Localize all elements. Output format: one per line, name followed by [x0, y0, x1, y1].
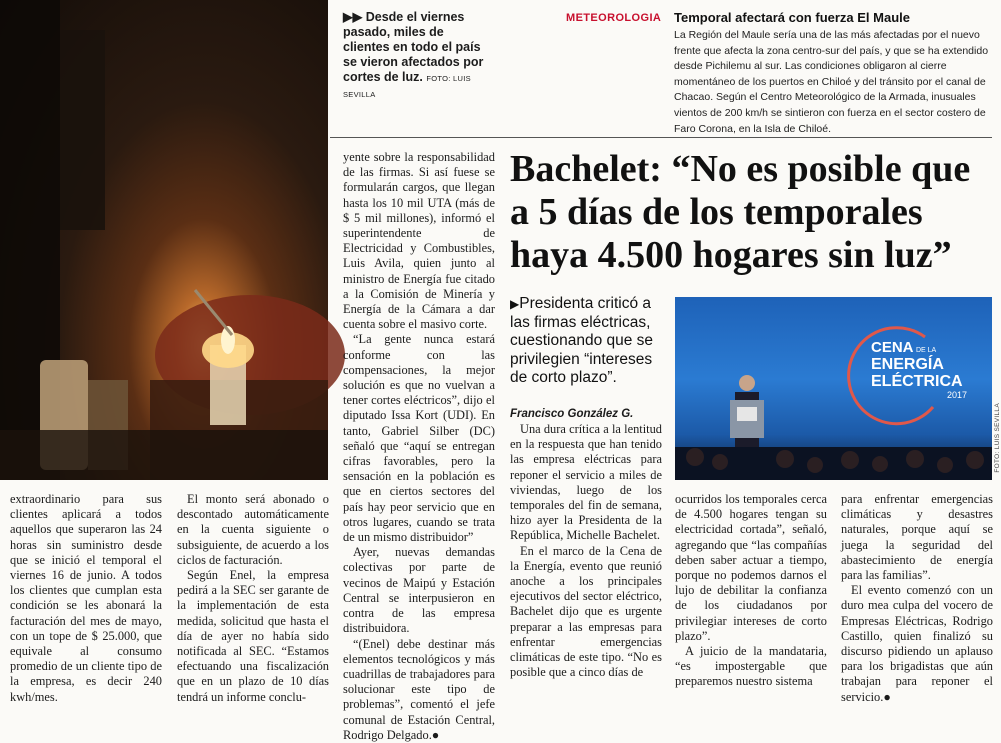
deck [510, 295, 665, 388]
deck-text: Presidenta criticó a las firmas eléctricas, cuestionando que se privilegien “intereses de corto plazo”. [510, 295, 654, 386]
paragraph-text: “(Enel) debe destinar más elementos tecnológicos y más cuadrillas de trabajadores para solucionar este tipo de problemas”, comentó el jefe comunal de Estación Central, Rodrigo Delgado. [343, 636, 495, 742]
paragraph: “La gente nunca estará conforme con las compensaciones, la mejor solución es que no vuelvan a tener cortes eléctricos”, dijo el diputado Issa Kort (UDI). En tanto, Gabriel Silber (DC) señaló que “aquí se entregan cifras favorables, pero la sensación en la población es que en ciertos sectores del país hay peor servicio que en otros lugares, cuando se trata de un mismo distribuidor” [343, 332, 495, 545]
stage-photo-credit: FOTO: LUIS SEVILLA [994, 403, 1001, 473]
end-mark-icon: ● [431, 727, 440, 742]
banner-line-3: ENERGÍA [871, 356, 944, 373]
paragraph: El monto será abonado o descontado automáticamente en la cuenta siguiente o subsiguiente, de acuerdo a los ciclos de facturación. [177, 492, 329, 567]
banner-year: 2017 [947, 390, 968, 400]
meteo-body: La Región del Maule sería una de las más afectadas por el nuevo frente que afecta la zona centro-sur del país, y que se ha extendido desde Pichilemu al sur. Las condiciones obligaron al cierre momentáneo de los puertos en Chiloé y del tránsito por el canal de Chacao. Según el Centro Meteorológico de la Armada, inusuales vientos de 200 km/h se sintieron con fuerza en el sector costero de Faro Corona, en la Isla de Chiloé. [674, 29, 989, 135]
paragraph: A juicio de la mandataria, “es impostergable que preparemos nuestro sistema [675, 644, 827, 689]
stage-scene-illustration [675, 297, 992, 480]
paragraph: yente sobre la responsabilidad de las firmas. Si así fuese se formularán cargos, que llegan hasta los 10 mil UTA (más de $ 5 mil millones), informó el superintendente de Electricidad y Combustibles, Luis Avila, quien junto al ministro de Energía fue citado a la Comisión de Minería y Energía de la Cámara a dar cuenta sobre el masivo corte. [343, 150, 495, 332]
paragraph: extraordinario para sus clientes aplicará a todos aquellos que superaron las 24 horas sin suministro desde que se inició el temporal el viernes 16 de junio. A todos los clientes que cumplan esta condición se les abonará la facturación del mes de mayo, con un tope de $ 25.000, que equivale al consumo promedio de un cliente tipo de la empresa, es decir 240 kwh/mes. [10, 492, 162, 704]
paragraph-text: El evento comenzó con un duro mea culpa del vocero de Empresas Eléctricas, Rodrigo Castillo, quien finalizó su discurso pidiendo un aplauso para los brigadistas que aún trabajan para reponer el servicio. [841, 583, 993, 704]
meteo-section-tag: METEOROLOGIA [566, 12, 662, 24]
body-column-2 [177, 492, 329, 705]
caption-marker: ▶▶ [343, 10, 363, 24]
photo-caption [343, 10, 493, 102]
stage-photo [675, 297, 992, 480]
body-column-4 [510, 422, 662, 680]
meteo-title: Temporal afectará con fuerza El Maule [674, 10, 910, 25]
paragraph: En el marco de la Cena de la Energía, evento que reunió anoche a los principales ejecutivos del sector eléctrico, Bachelet dijo que es urgente preparar a las empresas para enfrentar emergencias climáticas de este tipo. “No es posible que a cinco días de [510, 543, 662, 680]
paragraph: ocurridos los temporales cerca de 4.500 hogares tengan su electricidad cortada”, señaló, agregando que “las compañías deben saber actuar a tiempo, porque no podemos darnos el lujo de debilitar la confianza de los ciudadanos por privilegiar intereses de corto plazo”. [675, 492, 827, 643]
paragraph [841, 583, 993, 705]
body-column-6 [841, 492, 993, 705]
paragraph: Ayer, nuevas demandas colectivas por parte de vecinos de Maipú y Estación Central se interpusieron en contra de las empresa distribuidora. [343, 545, 495, 636]
banner-line-1: CENA [871, 339, 914, 356]
caption-text: Desde el viernes pasado, miles de clientes en todo el país se vieron afectados por cortes de luz. [343, 10, 484, 84]
candle-scene-illustration [0, 0, 328, 480]
byline: Francisco González G. [510, 408, 634, 420]
body-column-3 [343, 150, 495, 743]
section-divider [330, 137, 992, 138]
candle-photo [0, 0, 328, 480]
deck-marker-icon: ▶ [510, 297, 520, 311]
headline: Bachelet: “No es posible que a 5 días de los temporales haya 4.500 hogares sin luz” [510, 148, 971, 276]
end-mark-icon: ● [883, 689, 891, 704]
paragraph: Según Enel, la empresa pedirá a la SEC ser garante de la implementación de esta medida, solicitud que hasta el día de ayer no había sido notificada al SEC. “Estamos efectuando una fiscalización que en un plazo de 10 días tendrá un informe conclu- [177, 568, 329, 704]
paragraph: para enfrentar emergencias climáticas y desastres naturales, porque aquí se juega la seguridad del abastecimiento de energía para las familias”. [841, 492, 993, 583]
body-column-5 [675, 492, 827, 690]
body-column-1 [10, 492, 162, 705]
caption-credit: FOTO: LUIS SEVILLA [343, 74, 471, 99]
paragraph [343, 637, 495, 743]
banner-line-2: DE LA [916, 347, 937, 354]
banner-line-4: ELÉCTRICA [871, 373, 963, 390]
paragraph: Una dura crítica a la lentitud en la respuesta que han tenido las empresa eléctricas para reponer el servicio a miles de viviendas, luego de los temporales del fin de semana, hizo ayer la Presidenta de la República, Michelle Bachelet. [510, 422, 662, 543]
